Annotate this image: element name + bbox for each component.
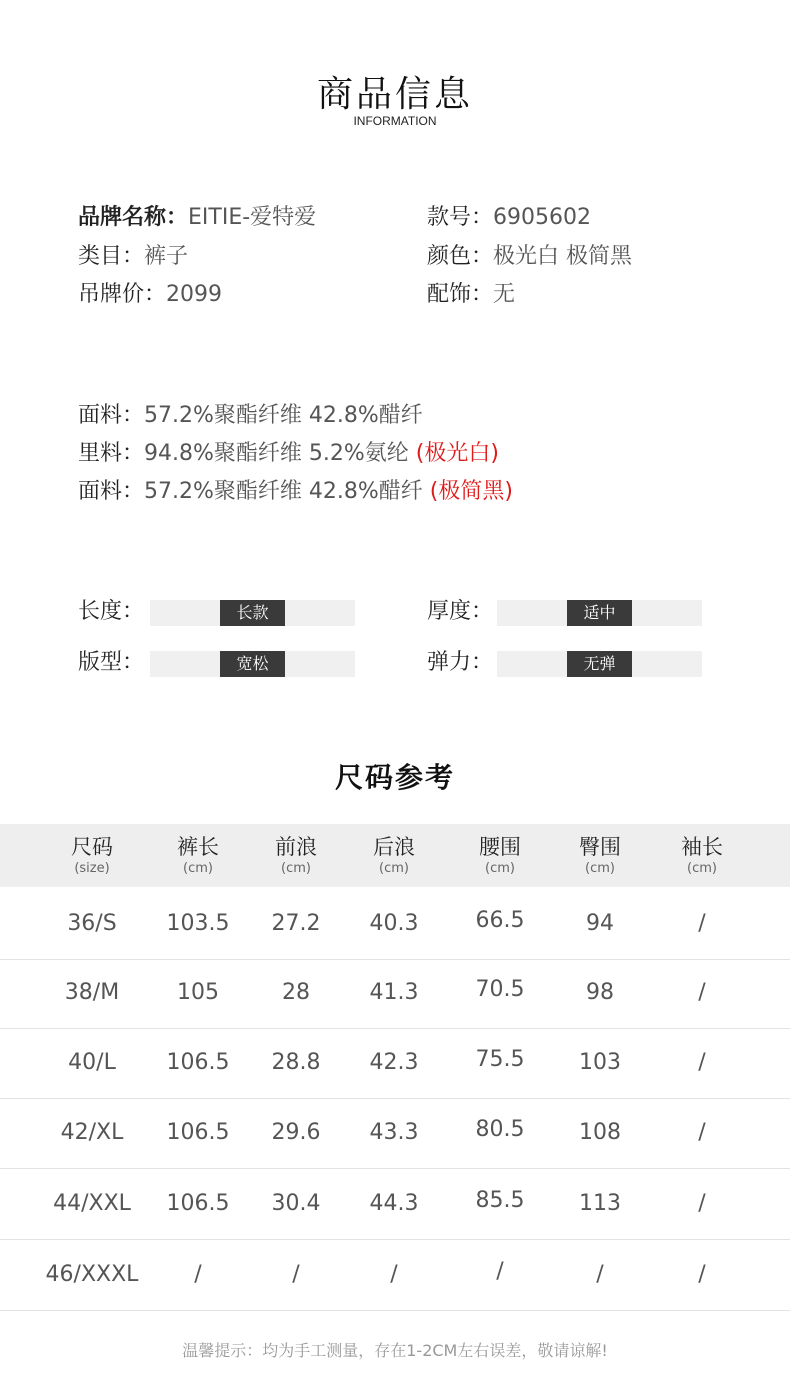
- material-line-2: [78, 439, 499, 469]
- attr-label-thickness: 厚度：: [427, 599, 494, 624]
- table-cell: /: [194, 1262, 202, 1287]
- footer-note: 温馨提示：均为手工测量，存在1-2CM左右误差，敬请谅解!: [182, 1341, 608, 1360]
- column-name: 臀围: [579, 835, 621, 859]
- table-cell: 113: [579, 1191, 621, 1216]
- table-cell: 41.3: [369, 980, 419, 1005]
- table-cell: /: [698, 1262, 706, 1287]
- column-unit: (cm): [687, 861, 717, 876]
- attr-bar-thickness: [497, 600, 702, 626]
- column-header-waist: [450, 824, 550, 887]
- column-name: 尺码: [71, 835, 113, 859]
- material-note: (极简黑): [429, 479, 513, 504]
- table-cell: /: [292, 1262, 300, 1287]
- material-key: 里料：: [78, 441, 145, 466]
- table-cell: 46/XXXL: [45, 1262, 139, 1287]
- column-header-front-rise: [246, 824, 346, 887]
- field-category: [78, 242, 188, 272]
- table-row: [0, 958, 790, 1029]
- column-header-pants-length: [148, 824, 248, 887]
- field-value: 极光白 极简黑: [493, 244, 633, 269]
- field-accessories: [427, 280, 515, 310]
- table-cell: 106.5: [166, 1191, 230, 1216]
- field-value: EITIE-爱特爱: [188, 205, 317, 230]
- table-cell: 42/XL: [60, 1120, 124, 1145]
- material-line-1: [78, 401, 423, 431]
- column-unit: (cm): [183, 861, 213, 876]
- field-brand: [78, 203, 316, 233]
- attr-chip-elasticity: 无弹: [567, 651, 632, 677]
- attr-bar-elasticity: [497, 651, 702, 677]
- table-cell: 108: [579, 1120, 621, 1145]
- table-cell: 28: [282, 980, 310, 1005]
- table-row: [0, 889, 790, 960]
- table-cell: /: [698, 911, 706, 936]
- table-cell: 85.5: [475, 1188, 525, 1213]
- field-color: [427, 242, 632, 272]
- field-key: 配饰：: [427, 282, 494, 307]
- size-table-header: [0, 824, 790, 887]
- table-cell: 42.3: [369, 1050, 419, 1075]
- column-name: 腰围: [479, 835, 521, 859]
- column-name: 袖长: [681, 835, 723, 859]
- table-cell: 105: [177, 980, 219, 1005]
- table-row: [0, 1028, 790, 1099]
- table-cell: 29.6: [271, 1120, 321, 1145]
- column-name: 前浪: [275, 835, 317, 859]
- table-cell: /: [390, 1262, 398, 1287]
- table-cell: 106.5: [166, 1050, 230, 1075]
- table-cell: 40/L: [68, 1050, 116, 1075]
- table-cell: 103.5: [166, 911, 230, 936]
- field-key: 类目：: [78, 244, 145, 269]
- table-cell: /: [698, 980, 706, 1005]
- table-cell: 38/M: [64, 980, 120, 1005]
- table-cell: 80.5: [475, 1117, 525, 1142]
- table-cell: 66.5: [475, 908, 525, 933]
- column-unit: (cm): [585, 861, 615, 876]
- column-name: 裤长: [177, 835, 219, 859]
- table-cell: /: [496, 1259, 504, 1284]
- material-value: 94.8%聚酯纤维 5.2%氨纶: [144, 441, 416, 466]
- attr-chip-length: 长款: [220, 600, 285, 626]
- material-key: 面料：: [78, 403, 145, 428]
- table-cell: 75.5: [475, 1047, 525, 1072]
- field-key: 颜色：: [427, 244, 494, 269]
- table-cell: /: [698, 1120, 706, 1145]
- attr-chip-thickness: 适中: [567, 600, 632, 626]
- column-name: 后浪: [373, 835, 415, 859]
- table-cell: 98: [586, 980, 614, 1005]
- table-cell: 103: [579, 1050, 621, 1075]
- material-value: 57.2%聚酯纤维 42.8%醋纤: [144, 403, 423, 428]
- attr-chip-fit: 宽松: [220, 651, 285, 677]
- table-row: [0, 1169, 790, 1240]
- table-cell: /: [596, 1262, 604, 1287]
- column-unit: (cm): [485, 861, 515, 876]
- column-unit: (cm): [281, 861, 311, 876]
- table-cell: 36/S: [67, 911, 117, 936]
- attr-bar-length: [150, 600, 355, 626]
- table-cell: 43.3: [369, 1120, 419, 1145]
- table-cell: 28.8: [271, 1050, 321, 1075]
- table-cell: 70.5: [475, 977, 525, 1002]
- material-key: 面料：: [78, 479, 145, 504]
- size-chart-title: 尺码参考: [334, 761, 455, 794]
- column-unit: (size): [74, 861, 110, 876]
- info-title: 商品信息: [316, 74, 473, 115]
- field-value: 6905602: [493, 205, 591, 230]
- table-cell: 44.3: [369, 1191, 419, 1216]
- table-cell: 27.2: [271, 911, 321, 936]
- table-cell: 106.5: [166, 1120, 230, 1145]
- material-note: (极光白): [415, 441, 499, 466]
- table-cell: 40.3: [369, 911, 419, 936]
- field-value: 2099: [166, 282, 223, 307]
- field-value: 裤子: [144, 244, 189, 269]
- column-unit: (cm): [379, 861, 409, 876]
- material-line-3: [78, 477, 513, 507]
- column-header-sleeve-length: [652, 824, 752, 887]
- material-value: 57.2%聚酯纤维 42.8%醋纤: [144, 479, 430, 504]
- attr-label-fit: 版型：: [78, 650, 145, 675]
- table-cell: 30.4: [271, 1191, 321, 1216]
- table-cell: /: [698, 1191, 706, 1216]
- table-cell: 94: [586, 911, 614, 936]
- field-key: 品牌名称：: [78, 205, 189, 230]
- field-key: 吊牌价：: [78, 282, 167, 307]
- table-row: [0, 1240, 790, 1311]
- column-header-size: [42, 824, 142, 887]
- field-style-number: [427, 203, 591, 233]
- table-cell: 44/XXL: [53, 1191, 131, 1216]
- table-cell: /: [698, 1050, 706, 1075]
- attr-label-elasticity: 弹力：: [427, 650, 494, 675]
- attr-label-length: 长度：: [78, 599, 145, 624]
- attr-bar-fit: [150, 651, 355, 677]
- field-value: 无: [493, 282, 516, 307]
- table-row: [0, 1098, 790, 1169]
- field-key: 款号：: [427, 205, 494, 230]
- field-tag-price: [78, 280, 222, 310]
- column-header-hip: [550, 824, 650, 887]
- column-header-back-rise: [344, 824, 444, 887]
- info-subtitle: INFORMATION: [353, 114, 437, 128]
